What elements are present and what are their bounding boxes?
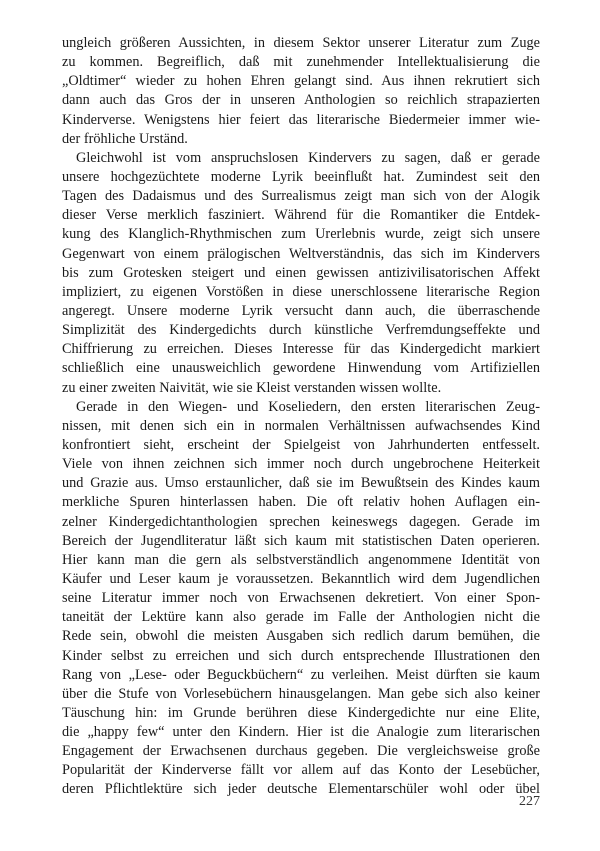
text-line: Täuschung hin: im Grunde berühren diese Kindergedichte nur eine Elite, bbox=[62, 704, 540, 721]
text-line: konfrontiert sieht, erscheint der Spielgeist von Jahrhunderten entfesselt. bbox=[62, 436, 540, 453]
page-number: 227 bbox=[519, 794, 540, 809]
text-line: Chiffrierung zu erreichen. Dieses Interesse für das Kindergedicht markiert bbox=[62, 341, 540, 358]
text-line: kung des Klanglich-Rhythmischen zum Urerlebnis wurde, zeigt sich unsere bbox=[62, 226, 540, 243]
text-line: Gleichwohl ist vom anspruchslosen Kindervers zu sagen, daß er gerade bbox=[76, 149, 540, 166]
text-line: Hier kann man die gern als selbstverständlich angenommene Identität von bbox=[62, 551, 540, 568]
text-line: seine Literatur immer noch von Erwachsenen dekretiert. Von einer Spon- bbox=[62, 590, 540, 607]
text-line: Viele von ihnen zeichnen sich immer noch durch ungebrochene Heiterkeit bbox=[62, 456, 540, 473]
text-line: bis zum Grotesken steigert und einen gewissen antizivilisatorischen Affekt bbox=[62, 264, 540, 281]
text-line: Simplizität des Kindergedichts durch künstliche Verfremdungseffekte und bbox=[62, 322, 540, 339]
text-line: Popularität der Kinderverse fällt vor allem auf das Konto der Lesebücher, bbox=[62, 762, 540, 779]
text-line: zelner Kindergedichtanthologien sprechen keineswegs dagegen. Gerade im bbox=[62, 513, 540, 530]
text-line: die „happy few“ unter den Kindern. Hier ist die Analogie zum literarischen bbox=[62, 724, 540, 741]
text-line: deren Pflichtlektüre sich jeder deutsche Elementarschüler wohl oder übel bbox=[62, 781, 540, 798]
text-line: dieser Verse merklich fasziniert. Während für die Romantiker die Entdek- bbox=[62, 207, 540, 224]
text-line: zu einer zweiten Naivität, wie sie Kleist verstanden wissen wollte. bbox=[62, 379, 442, 396]
text-line: unsere hochgezüchtete moderne Lyrik beeinflußt hat. Zumindest seit den bbox=[62, 168, 540, 185]
text-line: und Grazie aus. Umso erstaunlicher, daß sie im Bewußtsein des Kindes kaum bbox=[62, 475, 540, 492]
text-line: Engagement der Erwachsenen durchaus gegeben. Die vergleichsweise große bbox=[62, 743, 540, 760]
text-line: angeregt. Unsere moderne Lyrik versucht dann auch, die überraschende bbox=[62, 302, 540, 319]
text-line: impliziert, zu eigenen Vorstößen in diese unerschlossene literarische Region bbox=[62, 283, 540, 300]
body-text bbox=[62, 34, 540, 800]
text-line: Tagen des Dadaismus und des Surrealismus zeigt man sich von der Alogik bbox=[62, 188, 540, 205]
text-line: Kinder selbst zu erreichen und sich durch entsprechende Illustrationen den bbox=[62, 647, 540, 664]
text-line: der fröhliche Urständ. bbox=[62, 130, 188, 147]
text-line: zu kommen. Begreiflich, daß mit zunehmender Intellektualisierung die bbox=[62, 54, 540, 71]
text-line: ungleich größeren Aussichten, in diesem Sektor unserer Literatur zum Zuge bbox=[62, 35, 540, 51]
text-line: Gegenwart von einem prälogischen Weltverständnis, das sich im Kindervers bbox=[62, 245, 540, 262]
text-line: Rede sein, obwohl die meisten Ausgaben sich redlich darum bemühen, die bbox=[62, 628, 540, 645]
text-line: „Oldtimer“ wieder zu hohen Ehren gelangt sind. Aus ihnen rekrutiert sich bbox=[62, 73, 540, 90]
text-line: Gerade in den Wiegen- und Koseliedern, den ersten literarischen Zeug- bbox=[76, 398, 540, 415]
text-line: schließlich eine unausweichlich gewordene Hinwendung vom Artifiziellen bbox=[62, 360, 540, 377]
text-line: nissen, mit denen sich ein in normalen Verhältnissen aufwachsendes Kind bbox=[62, 417, 540, 434]
text-line: Bereich der Jugendliteratur läßt sich kaum mit statistischen Daten operieren. bbox=[62, 532, 540, 549]
text-line: dann auch das Gros der in unseren Anthologien so reichlich strapazierten bbox=[62, 92, 540, 109]
text-line: taneität der Lektüre kann also gerade im Falle der Anthologien nicht die bbox=[62, 609, 540, 626]
text-line: Käufer und Leser kaum je voraussetzen. Bekanntlich wird dem Jugendlichen bbox=[62, 570, 540, 587]
text-line: Rang von „Lese- oder Beguckbüchern“ zu verleihen. Meist dürften sie kaum bbox=[62, 666, 540, 683]
text-line: merkliche Spuren hinterlassen haben. Die oft relativ hohen Auflagen ein- bbox=[62, 494, 540, 511]
text-line: über die Stufe von Vorlesebüchern hinausgelangen. Man gebe sich also keiner bbox=[62, 685, 540, 702]
text-line: Kinderverse. Wenigstens hier feiert das literarische Biedermeier immer wie- bbox=[62, 111, 540, 128]
